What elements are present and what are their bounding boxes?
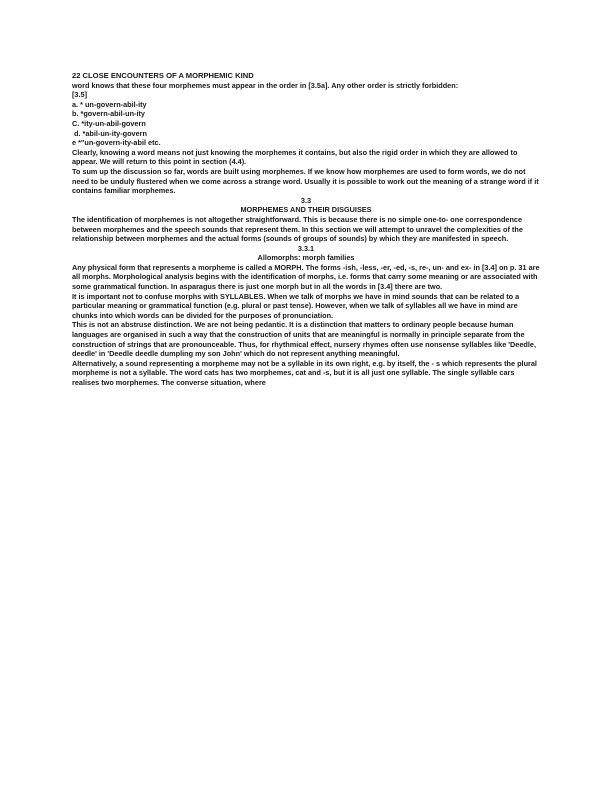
- section-number: 3.3: [300, 195, 312, 205]
- paragraph-alternatively: Alternatively, a sound representing a morpheme may not be a syllable in its own right, e.g. by itself, the - s which represents the plural morpheme is not a syllable. The word cats has two morphemes, cat and -s, but it is all just one syllable. The single syllable cars realises two morphemes. The converse situation, where: [72, 358, 537, 387]
- example-c: C. *ity-un-abil-govern: [72, 118, 146, 128]
- example-label: [3.5]: [72, 90, 88, 100]
- intro-paragraph: word knows that these four morphemes must appear in the order in [3.5a]. Any other order is strictly forbidden:: [72, 80, 459, 90]
- paragraph-clearly: Clearly, knowing a word means not just knowing the morphemes it contains, but also the rigid order in which they are allowed to appear. We will return to this point in section (4.4).: [72, 147, 518, 167]
- subsection-title: Allomorphs: morph families: [257, 253, 355, 263]
- paragraph-sum-up: To sum up the discussion so far, words are built using morphemes. If we know how morphemes are used to form words, we do not need to be unduly flustered when we come across a strange word. Usually it is possible to work out the meaning of a strange word if it contains familiar morphemes.: [72, 166, 539, 196]
- running-header: 22 CLOSE ENCOUNTERS OF A MORPHEMIC KIND: [72, 71, 254, 80]
- example-d: d. *abil-un-ity-govern: [74, 128, 147, 138]
- example-e: e *"un-govern-ity-abil etc.: [72, 138, 161, 148]
- paragraph-identification: The identification of morphemes is not altogether straightforward. This is because there is no simple one-to- one correspondence between morphemes and the speech sounds that represent them. In this section we will attempt to unravel the complexities of the relationship between morphemes and the actual forms (sounds of groups of sounds) by which they are manifested in speech.: [72, 214, 523, 244]
- paragraph-distinction: This is not an abstruse distinction. We are not being pedantic. It is a distinction that matters to ordinary people because human languages are organised in such a way that the construction of units that are meaningful is normally in principle separate from the construction of strings that are pronounceable. Thus, for rhythmical effect, nursery rhymes often use nonsense syllables like 'Deedle, deedle' in 'Deedle deedle dumpling my son John' which do not represent anything meaningful.: [72, 320, 536, 359]
- example-a: a. * un-govern-abil-ity: [72, 99, 147, 109]
- document-page: [72, 71, 540, 388]
- example-b: b. *govern-abil-un-ity: [72, 109, 145, 119]
- section-title: MORPHEMES AND THEIR DISGUISES: [240, 205, 372, 215]
- paragraph-morph: Any physical form that represents a morpheme is called a MORPH. The forms -ish, -less, -er, -ed, -s, re-, un- and ex- in [3.4] on p. 31 are all morphs. Morphological analysis begins with the identification of morphs, i.e. forms that carry some meaning or are associated with some grammatical function. In asparagus there is just one morph but in all the words in [3.4] there are two.: [72, 262, 540, 292]
- paragraph-syllables: It is important not to confuse morphs with SYLLABLES. When we talk of morphs we have in mind sounds that can be related to a particular meaning or grammatical function (e.g. plural or past tense). However, when we talk of syllables all we have in mind are chunks into which words can be divided for the purposes of pronunciation.: [72, 291, 520, 320]
- subsection-number: 3.3.1: [297, 243, 315, 253]
